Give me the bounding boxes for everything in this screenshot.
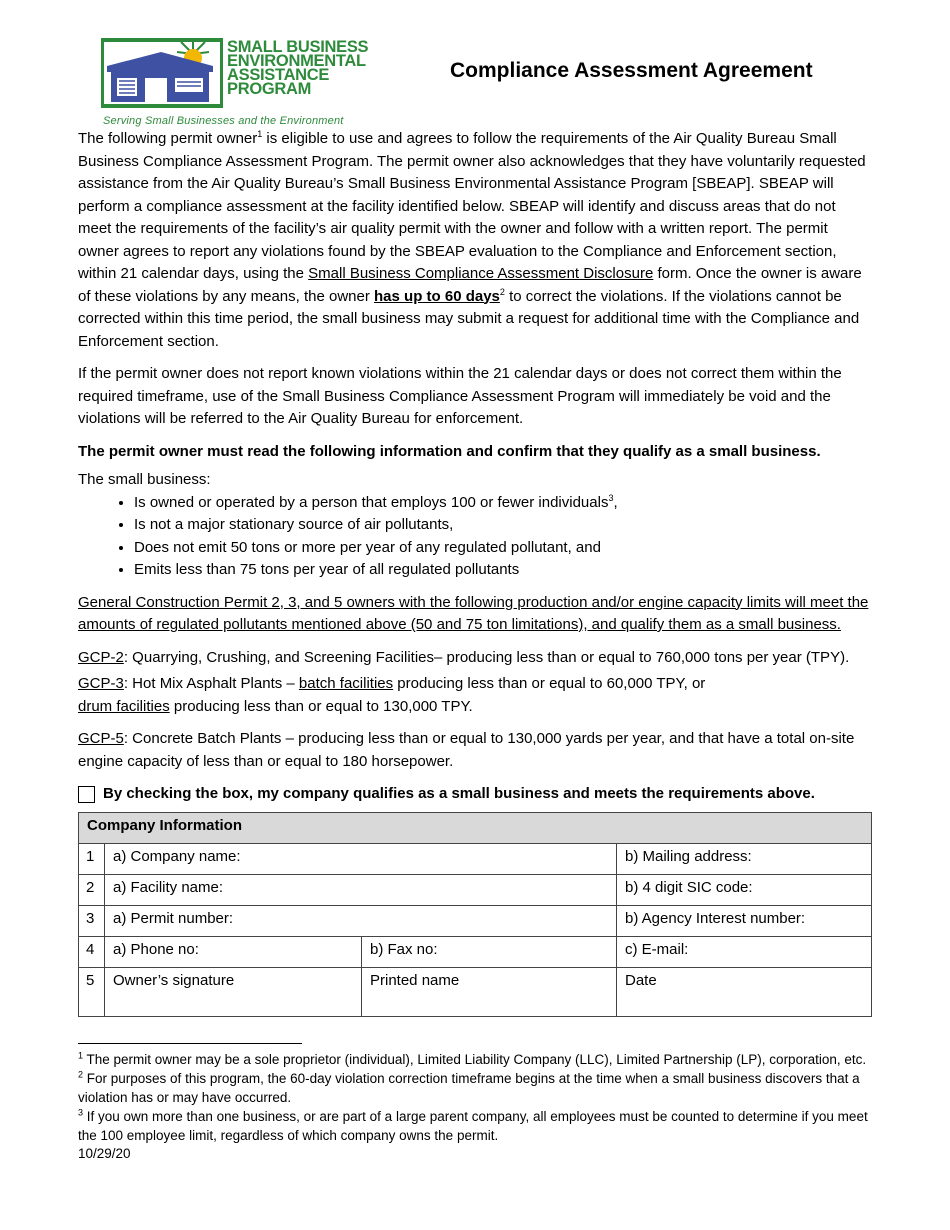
logo-line-2: ENVIRONMENTAL — [227, 52, 366, 70]
row-number: 3 — [79, 905, 105, 936]
logo-tagline: Serving Small Businesses and the Environment — [103, 115, 344, 127]
criteria-item: • Is not a major stationary source of air pollutants, — [134, 514, 872, 537]
document-date: 10/29/20 — [78, 1145, 131, 1161]
email-field[interactable]: c) E-mail: — [617, 936, 872, 967]
enforcement-paragraph: If the permit owner does not report known violations within the 21 calendar days or does not correct them within the required timeframe, use of the Small Business Compliance Assessment Program will immediately be void and the violations will be referred to the Air Quality Bureau for enforcement. — [78, 365, 842, 427]
gcp2-text: : Quarrying, Crushing, and Screening Facilities– producing less than or equal to 760,000 tons per year (TPY). — [123, 648, 850, 666]
sbeap-logo — [101, 36, 381, 126]
gcp3-line — [78, 673, 872, 718]
company-info-table — [78, 812, 872, 1017]
company-name-field[interactable]: a) Company name: — [105, 843, 617, 874]
small-business-label: The small business: — [78, 471, 211, 488]
table-row — [79, 967, 872, 1016]
criteria-punct: , — [613, 493, 618, 511]
footnote-2 — [78, 1069, 872, 1107]
document-page — [78, 0, 872, 1163]
criteria-text: Is owned or operated by a person that employs 100 or fewer individuals — [134, 493, 609, 511]
intro-text-3: form. Once the owner is aware of these violations by any means, the owner — [78, 265, 862, 305]
intro-text-1: The following permit owner — [78, 130, 258, 147]
criteria-item: • Emits less than 75 tons per year of all regulated pollutants — [134, 559, 872, 582]
gcp-intro: General Construction Permit 2, 3, and 5 owners with the following production and/or engine capacity limits will meet the amounts of regulated pollutants mentioned above (50 and 75 ton limitations), and qualify them as a small business. — [78, 593, 869, 633]
intro-paragraph — [78, 128, 872, 353]
gcp3-label: GCP-3 — [78, 675, 124, 692]
criteria-list — [78, 492, 872, 582]
gcp3-text-3: producing less than or equal to 130,000 TPY. — [169, 697, 473, 715]
gcp5-text: : Concrete Batch Plants – producing less than or equal to 130,000 yards per year, and that have a total on-site engine capacity of less than or equal to 180 horsepower. — [78, 730, 855, 770]
footnote-3 — [78, 1107, 872, 1145]
gcp2-line — [78, 647, 872, 670]
disclosure-form-link[interactable]: Small Business Compliance Assessment Disclosure — [308, 265, 654, 282]
footnote-ref-3[interactable]: 3 — [608, 492, 614, 503]
footnote-1 — [78, 1050, 872, 1069]
criteria-item: • Does not emit 50 tons or more per year of any regulated pollutant, and — [134, 537, 872, 560]
gcp5-line — [78, 728, 872, 773]
intro-text-4: to correct the violations. If the violations cannot be corrected within this time period, the small business may submit a request for additional time with the Compliance and Enforcement section. — [78, 287, 860, 350]
date-field[interactable]: Date — [617, 967, 872, 1016]
logo-line-1: SMALL BUSINESS — [227, 38, 369, 56]
small-business-confirmation — [78, 783, 872, 806]
footnote-text: The permit owner may be a sole proprietor (individual), Limited Liability Company (LLC), Limited Partnership (LP), corporation, etc. — [83, 1051, 867, 1067]
table-header: Company Information — [79, 812, 872, 843]
owner-signature-field[interactable]: Owner’s signature — [105, 967, 362, 1016]
building-sun-icon — [101, 36, 223, 108]
footnote-ref-1[interactable]: 1 — [257, 129, 263, 139]
footnote-text: If you own more than one business, or are part of a large parent company, all employees must be counted to determine if you meet the 100 employee limit, regardless of which company owns the permit. — [78, 1108, 868, 1143]
table-row — [79, 874, 872, 905]
intro-text-2: is eligible to use and agrees to follow the requirements of the Air Quality Bureau Small Business Compliance Assessment Program. The permit owner also acknowledges that they have voluntarily requested assistance from the Air Quality Bureau’s Small Business Environmental Assistance Program [SBEAP]. SBEAP will perform a compliance assessment at the facility identified below. SBEAP will identify and discuss areas that do not meet the requirements of the facility’s air quality permit with the owner and follow with a written report. The permit owner agrees to report any violations found by the SBEAP evaluation to the Compliance and Enforcement section, within 21 calendar days, using the — [78, 130, 866, 282]
footnote-ref-2[interactable]: 2 — [499, 286, 505, 297]
footnote-number: 3 — [78, 1107, 84, 1117]
gcp5-label: GCP-5 — [78, 730, 124, 747]
must-read-heading: The permit owner must read the following information and confirm that they qualify as a small business. — [78, 442, 821, 460]
row-number: 5 — [79, 967, 105, 1016]
gcp3-text-2: producing less than or equal to 60,000 TPY, or — [393, 675, 706, 692]
logo-line-4: PROGRAM — [227, 80, 312, 98]
phone-field[interactable]: a) Phone no: — [105, 936, 362, 967]
footnote-number: 1 — [78, 1050, 84, 1060]
gcp3-drum: drum facilities — [78, 697, 170, 715]
logo-wordmark — [227, 40, 368, 96]
agency-interest-number-field[interactable]: b) Agency Interest number: — [617, 905, 872, 936]
footnote-text: For purposes of this program, the 60-day violation correction timeframe begins at the time when a small business discovers that a violation has or may have occurred. — [78, 1070, 860, 1105]
row-number: 1 — [79, 843, 105, 874]
footnote-divider — [78, 1043, 302, 1044]
facility-name-field[interactable]: a) Facility name: — [105, 874, 617, 905]
gcp3-text-1: : Hot Mix Asphalt Plants – — [123, 675, 299, 692]
page-title: Compliance Assessment Agreement — [450, 59, 813, 82]
printed-name-field[interactable]: Printed name — [362, 967, 617, 1016]
table-row — [79, 936, 872, 967]
mailing-address-field[interactable]: b) Mailing address: — [617, 843, 872, 874]
checkbox-label: By checking the box, my company qualifies as a small business and meets the requirements above. — [103, 785, 815, 802]
logo-line-3: ASSISTANCE — [227, 66, 330, 84]
table-row — [79, 843, 872, 874]
sixty-days-emphasis: has up to 60 days — [374, 287, 500, 305]
small-business-checkbox[interactable] — [78, 786, 95, 803]
row-number: 2 — [79, 874, 105, 905]
footnote-number: 2 — [78, 1069, 84, 1079]
criteria-item — [134, 492, 872, 515]
header — [78, 0, 872, 128]
gcp3-batch: batch facilities — [298, 675, 394, 692]
gcp2-label: GCP-2 — [78, 648, 124, 666]
permit-number-field[interactable]: a) Permit number: — [105, 905, 617, 936]
sic-code-field[interactable]: b) 4 digit SIC code: — [617, 874, 872, 905]
row-number: 4 — [79, 936, 105, 967]
fax-field[interactable]: b) Fax no: — [362, 936, 617, 967]
table-row — [79, 905, 872, 936]
